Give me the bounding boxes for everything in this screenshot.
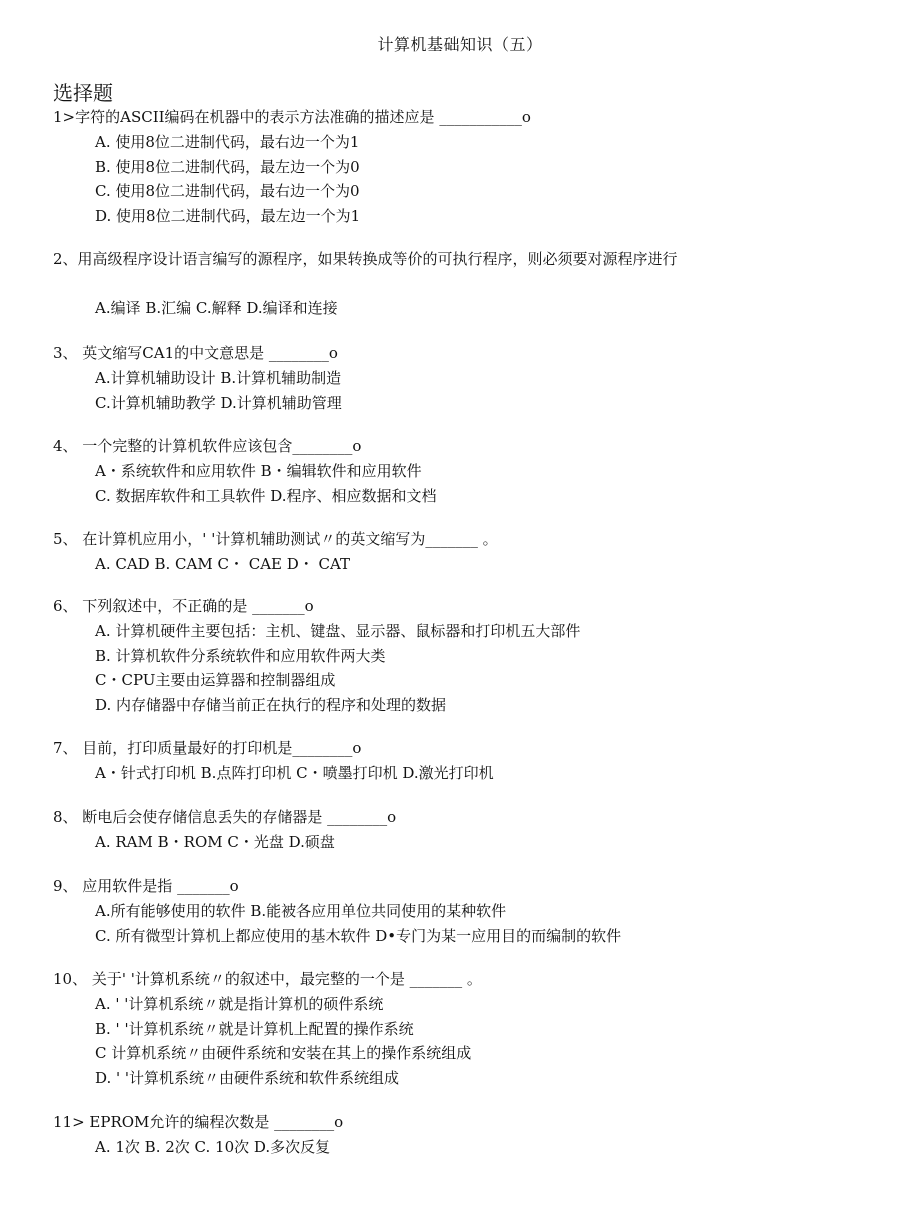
question-stem: 6、 下列叙述中，不正确的是 _______o	[53, 597, 314, 615]
option-d: D. 使用8位二进制代码，最左边一个为1	[95, 207, 361, 226]
option-c: C 计算机系统〃由硬件系统和安装在其上的操作系统组成	[95, 1044, 472, 1063]
question-8	[53, 805, 396, 855]
option-line: A・系统软件和应用软件 B・编辑软件和应用软件	[95, 461, 422, 480]
question-11	[53, 1110, 343, 1160]
question-stem: 2、用高级程序设计语言编写的源程序，如果转换成等价的可执行程序，则必须要对源程序进行	[53, 250, 678, 268]
question-stem: 3、 英文缩写CA1的中文意思是 ________o	[53, 344, 338, 362]
question-6	[53, 594, 580, 718]
question-stem: 1>字符的ASCII编码在机器中的表示方法准确的描述应是 ___________o	[53, 108, 531, 126]
option-c: C・CPU主要由运算器和控制器组成	[95, 671, 336, 690]
option-b: B. 使用8位二进制代码，最左边一个为0	[95, 157, 360, 176]
question-4	[53, 434, 437, 508]
question-stem: 4、 一个完整的计算机软件应该包含________o	[53, 437, 362, 455]
section-heading: 选择题	[53, 81, 113, 105]
question-5	[53, 527, 498, 577]
question-3	[53, 341, 342, 415]
option-line: A.编译 B.汇编 C.解释 D.编译和连接	[95, 298, 338, 317]
option-d: D. 内存储器中存储当前正在执行的程序和处理的数据	[95, 696, 447, 715]
question-stem: 7、 目前，打印质量最好的打印机是________o	[53, 739, 362, 757]
question-stem: 11> EPROM允许的编程次数是 ________o	[53, 1113, 344, 1131]
option-line: A.所有能够使用的软件 B.能被各应用单位共同使用的某种软件	[95, 901, 507, 920]
question-2	[53, 247, 678, 321]
option-line: A. CAD B. CAM C・ CAE D・ CAT	[95, 554, 351, 573]
option-d: D. ' '计算机系统〃由硬件系统和软件系统组成	[95, 1069, 400, 1088]
option-line: C. 所有微型计算机上都应使用的基木软件 D•专门为某一应用目的而编制的软件	[95, 926, 622, 945]
option-a: A. ' '计算机系统〃就是指计算机的硕件系统	[95, 994, 384, 1013]
question-1	[53, 105, 531, 229]
question-stem: 9、 应用软件是指 _______o	[53, 877, 239, 895]
option-a: A. 使用8位二进制代码，最右边一个为1	[95, 132, 360, 151]
option-line: A. 1次 B. 2次 C. 10次 D.多次反复	[95, 1137, 331, 1156]
question-stem: 10、 关于' '计算机系统〃的叙述中，最完整的一个是 _______ 。	[53, 970, 482, 988]
option-c: C. 使用8位二进制代码，最右边一个为0	[95, 182, 360, 201]
question-9	[53, 874, 621, 948]
option-b: B. 计算机软件分系统软件和应用软件两大类	[95, 646, 386, 665]
option-line: A.计算机辅助设计 B.计算机辅助制造	[95, 368, 342, 387]
option-line: A・针式打印机 B.点阵打印机 C・喷墨打印机 D.激光打印机	[95, 763, 494, 782]
option-line: C. 数据库软件和工具软件 D.程序、相应数据和文档	[95, 486, 437, 505]
question-7	[53, 736, 494, 786]
question-stem: 5、 在计算机应用小，' '计算机辅助测试〃的英文缩写为_______ 。	[53, 530, 498, 548]
option-line: A. RAM B・ROM C・光盘 D.硕盘	[95, 832, 335, 851]
option-line: C.计算机辅助教学 D.计算机辅助管理	[95, 393, 342, 412]
option-a: A. 计算机硬件主要包括：主机、键盘、显示器、鼠标器和打印机五大部件	[95, 621, 581, 640]
question-stem: 8、 断电后会使存储信息丢失的存储器是 ________o	[53, 808, 397, 826]
document-title: 计算机基础知识（五）	[377, 35, 543, 54]
option-b: B. ' '计算机系统〃就是计算机上配置的操作系统	[95, 1019, 414, 1038]
question-10	[53, 967, 482, 1091]
